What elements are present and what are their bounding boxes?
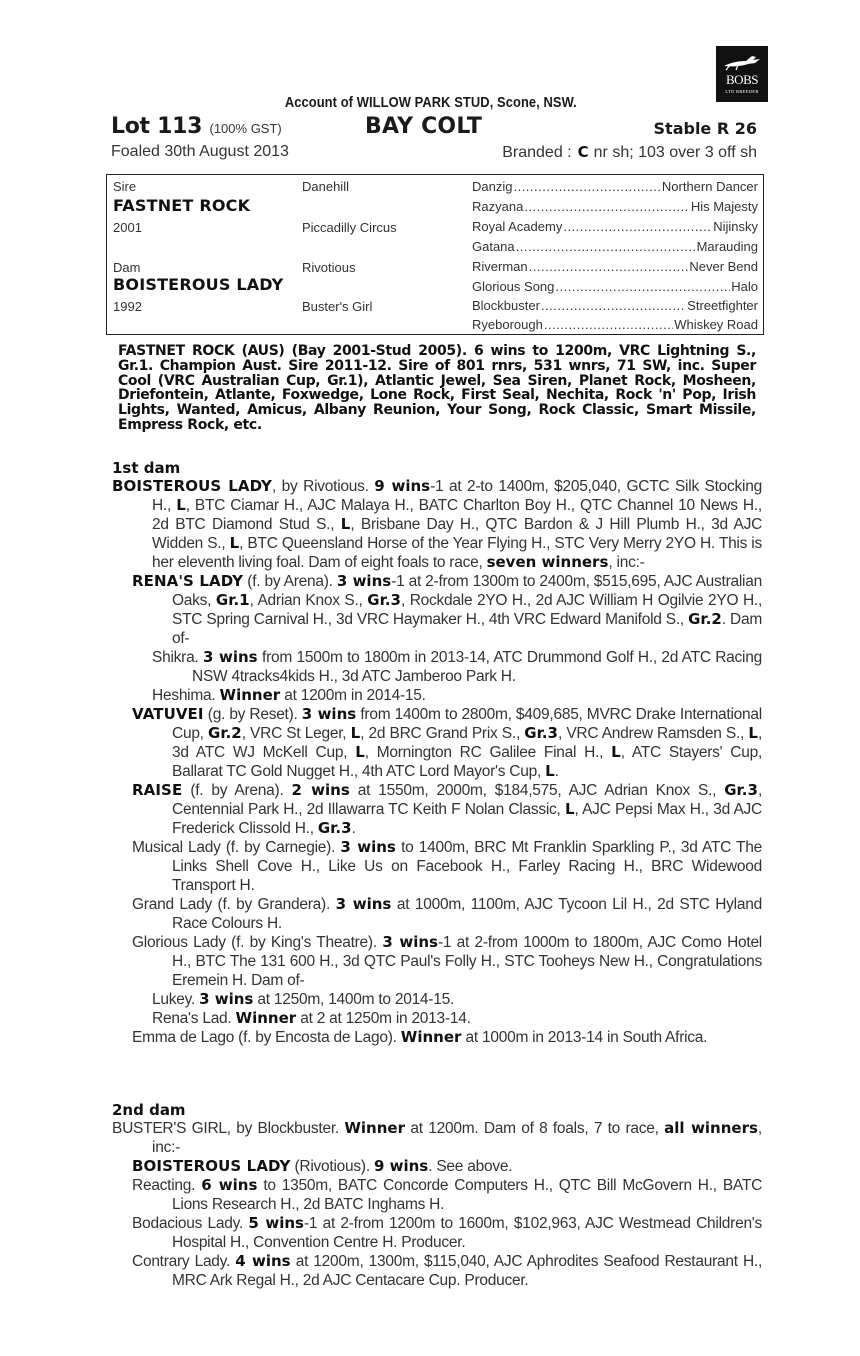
- vendor-account: Account of WILLOW PARK STUD, Scone, NSW.: [284, 94, 577, 111]
- dam-sire: Rivotious: [302, 260, 356, 275]
- gst-note: (100% GST): [209, 121, 282, 136]
- horse-bird-icon: [722, 52, 762, 72]
- pedigree-entry: RAISE (f. by Arena). 2 wins at 1550m, 2000m, $184,575, AJC Adrian Knox S., Gr.3, Centennial Park H., 2d Illawarra TC Keith F Nolan Classic, L, AJC Pepsi Max H., 3d AJC Frederick Clissold H., Gr.3.: [132, 781, 762, 837]
- gen3-row: [472, 317, 758, 332]
- gen3-row: [472, 298, 758, 313]
- leader-dots: [513, 179, 660, 194]
- pedigree-entry: Musical Lady (f. by Carnegie). 3 wins to 1400m, BRC Mt Franklin Sparkling P., 3d ATC The Links Shell Cove H., Like Us on Facebook H., Farley Racing H., BRC Widewood Transport H.: [132, 838, 763, 894]
- pedigree-entry: Grand Lady (f. by Grandera). 3 wins at 1000m, 1100m, AJC Tycoon Lil H., 2d STC Hyland Race Colours H.: [132, 895, 762, 932]
- gen3-left: Razyana: [472, 199, 524, 214]
- dam-dam: Buster's Girl: [302, 299, 373, 314]
- leader-dots: [524, 199, 690, 214]
- gen3-row: [472, 219, 758, 234]
- pedigree-entry: Lukey. 3 wins at 1250m, 1400m to 2014-15.: [152, 990, 455, 1008]
- pedigree-entry: RENA'S LADY (f. by Arena). 3 wins-1 at 2-from 1300m to 2400m, $515,695, AJC Australian Oaks, Gr.1, Adrian Knox S., Gr.3, Rockdale 2YO H., 2d AJC William H Ogilvie 2YO H., STC Spring Carnival H., 3d VRC Haymaker H., 4th VRC Edward Manifold S., Gr.2. Dam of-: [132, 572, 763, 647]
- sire-year: 2001: [113, 220, 142, 235]
- gen3-right: Never Bend: [689, 259, 758, 274]
- sire-label: Sire: [113, 179, 137, 194]
- gen3-row: [472, 199, 758, 214]
- pedigree-entry: BUSTER'S GIRL, by Blockbuster. Winner at 1200m. Dam of 8 foals, 7 to race, all winners, inc:-: [112, 1119, 762, 1156]
- gen3-left: Royal Academy: [472, 219, 563, 234]
- leader-dots: [541, 298, 686, 313]
- logo-name: BOBS: [726, 72, 758, 87]
- foaled-date: Foaled 30th August 2013: [111, 143, 289, 160]
- lot-number: [111, 114, 282, 139]
- pedigree-entry: Reacting. 6 wins to 1350m, BATC Concorde Computers H., QTC Bill McGovern H., BATC Lions Research H., 2d BATC Inghams H.: [132, 1176, 763, 1213]
- leader-dots: [529, 259, 689, 274]
- gen3-row: [472, 239, 758, 254]
- gen3-left: Danzig: [472, 179, 513, 194]
- second-dam-entries: [112, 1119, 762, 1290]
- gen3-row: [472, 279, 758, 294]
- dam-name: BOISTEROUS LADY: [113, 275, 284, 294]
- pedigree-table: [106, 174, 764, 335]
- branded-detail: nr sh; 103 over 3 off sh: [593, 144, 757, 161]
- gen3-right: His Majesty: [690, 199, 758, 214]
- gen3-row: [472, 259, 758, 274]
- pedigree-entry: Shikra. 3 wins from 1500m to 1800m in 2013-14, ATC Drummond Golf H., 2d ATC Racing NSW 4tracks4kids H., 3d ATC Jamberoo Park H.: [152, 648, 762, 685]
- gen3-left: Ryeborough: [472, 317, 543, 332]
- branded-label: Branded :: [502, 144, 572, 161]
- pedigree-entry: Bodacious Lady. 5 wins-1 at 2-from 1200m to 1600m, $102,963, AJC Westmead Children's Hospital H., Convention Centre H. Producer.: [132, 1214, 763, 1251]
- gen3-left: Blockbuster: [472, 298, 540, 313]
- gen3-right: Whiskey Road: [674, 317, 758, 332]
- stable-location: Stable R 26: [653, 119, 757, 138]
- pedigree-entry: BOISTEROUS LADY, by Rivotious. 9 wins-1 at 2-to 1400m, $205,040, GCTC Silk Stocking H., L, BTC Ciamar H., AJC Malaya H., BATC Charlton Boy H., QTC Channel 10 News H., 2d BTC Diamond Stud S., L, Brisbane Day H., QTC Bardon & J Hill Plumb H., 3d AJC Widden S., L, BTC Queensland Horse of the Year Flying H., STC Very Merry 2YO H. This is her eleventh living foal. Dam of eight foals to race, seven winners, inc:-: [112, 477, 763, 571]
- dam-label: Dam: [113, 260, 141, 275]
- gen3-left: Glorious Song: [472, 279, 555, 294]
- brand-mark-icon: C: [577, 143, 589, 161]
- sire-summary: FASTNET ROCK (AUS) (Bay 2001-Stud 2005). 6 wins to 1200m, VRC Lightning S., Gr.1. Champion Aust. Sire 2011-12. Sire of 801 rnrs, 531 wnrs, 71 SW, inc. Super Cool (VRC Australian Cup, Gr.1), Atlantic Jewel, Sea Siren, Planet Rock, Mosheen, Driefontein, Atlante, Foxwedge, Lone Rock, First Seal, Nechita, Rock 'n' Pop, Irish Lights, Wanted, Amicus, Albany Reunion, Your Song, Rock Classic, Smart Missile, Empress Rock, etc.: [118, 343, 756, 433]
- gen3-right: Streetfighter: [687, 298, 758, 313]
- brand-description: [502, 143, 757, 162]
- pedigree-entry: BOISTEROUS LADY (Rivotious). 9 wins. See above.: [132, 1157, 513, 1175]
- gen3-right: Halo: [731, 279, 758, 294]
- second-dam-heading: 2nd dam: [112, 1101, 186, 1119]
- gen3-left: Gatana: [472, 239, 515, 254]
- sire-name: FASTNET ROCK: [113, 196, 251, 215]
- first-dam-heading: 1st dam: [112, 459, 181, 477]
- gen3-left: Riverman: [472, 259, 528, 274]
- gen3-right: Nijinsky: [713, 219, 758, 234]
- lot-label: Lot 113: [111, 114, 203, 139]
- leader-dots: [544, 317, 673, 332]
- first-dam-entries: [112, 477, 762, 1047]
- pedigree-entry: Contrary Lady. 4 wins at 1200m, 1300m, $115,040, AJC Aphrodites Seafood Restaurant H., MRC Ark Regal H., 2d AJC Centacare Cup. Producer.: [132, 1252, 763, 1289]
- leader-dots: [563, 219, 712, 234]
- pedigree-entry: Emma de Lago (f. by Encosta de Lago). Winner at 1000m in 2013-14 in South Africa.: [132, 1028, 708, 1046]
- gen3-row: [472, 179, 758, 194]
- leader-dots: [516, 239, 696, 254]
- pedigree-entry: Rena's Lad. Winner at 2 at 1250m in 2013-14.: [152, 1009, 471, 1027]
- pedigree-entry: Heshima. Winner at 1200m in 2014-15.: [152, 686, 426, 704]
- sire-sire: Danehill: [302, 179, 349, 194]
- pedigree-entry: VATUVEI (g. by Reset). 3 wins from 1400m to 2800m, $409,685, MVRC Drake International Cup, Gr.2, VRC St Leger, L, 2d BRC Grand Prix S., Gr.3, VRC Andrew Ramsden S., L, 3d ATC WJ McKell Cup, L, Mornington RC Galilee Final H., L, ATC Stayers' Cup, Ballarat TC Gold Nugget H., 4th ATC Lord Mayor's Cup, L.: [132, 705, 762, 780]
- gen3-right: Northern Dancer: [661, 179, 758, 194]
- logo-subtitle: LTD BREEDER: [725, 89, 759, 94]
- sire-dam: Piccadilly Circus: [302, 220, 397, 235]
- dam-year: 1992: [113, 299, 142, 314]
- gen3-right: Marauding: [696, 239, 758, 254]
- leader-dots: [555, 279, 730, 294]
- pedigree-entry: Glorious Lady (f. by King's Theatre). 3 wins-1 at 2-from 1000m to 1800m, AJC Como Hotel H., BTC The 131 600 H., 3d QTC Paul's Folly H., STC Tooheys New H., Congratulations Eremein H. Dam of-: [132, 933, 763, 989]
- colour-sex: BAY COLT: [365, 114, 483, 139]
